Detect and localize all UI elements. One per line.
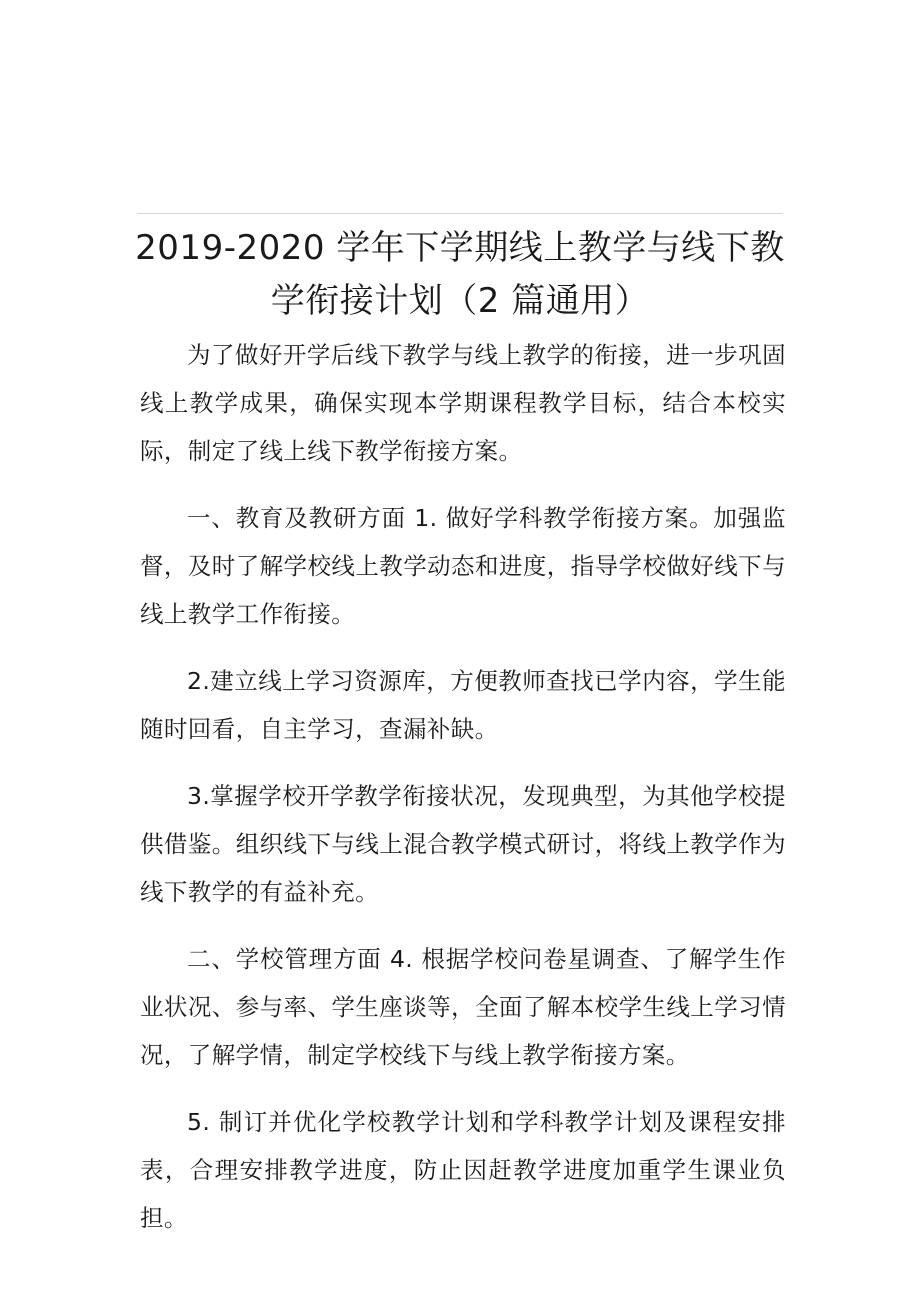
header-divider [137,213,783,214]
paragraph-intro: 为了做好开学后线下教学与线上教学的衔接，进一步巩固线上教学成果，确保实现本学期课程教学目标，结合本校实际，制定了线上线下教学衔接方案。 [140,341,786,465]
paragraph-item-3: 3.掌握学校开学教学衔接状况，发现典型，为其他学校提供借鉴。组织线下与线上混合教学模式研讨，将线上教学作为线下教学的有益补充。 [140,782,786,906]
paragraph-item-5: 5. 制订并优化学校教学计划和学科教学计划及课程安排表，合理安排教学进度，防止因赶教学进度加重学生课业负担。 [140,1108,786,1232]
document-body [140,331,786,1261]
paragraph-item-2: 2.建立线上学习资源库，方便教师查找已学内容，学生能随时回看，自主学习，查漏补缺。 [140,667,786,743]
paragraph-section-2-item-4: 二、学校管理方面 4. 根据学校问卷星调查、了解学生作业状况、参与率、学生座谈等，全面了解本校学生线上学习情况，了解学情，制定学校线下与线上教学衔接方案。 [140,945,786,1069]
title-line-2: 学衔接计划（2 篇通用） [270,281,650,321]
paragraph-section-1-item-1: 一、教育及教研方面 1. 做好学科教学衔接方案。加强监督，及时了解学校线上教学动态和进度，指导学校做好线下与线上教学工作衔接。 [140,504,786,628]
document-title [120,222,800,328]
title-line-1: 2019-2020 学年下学期线上教学与线下教 [135,228,785,268]
